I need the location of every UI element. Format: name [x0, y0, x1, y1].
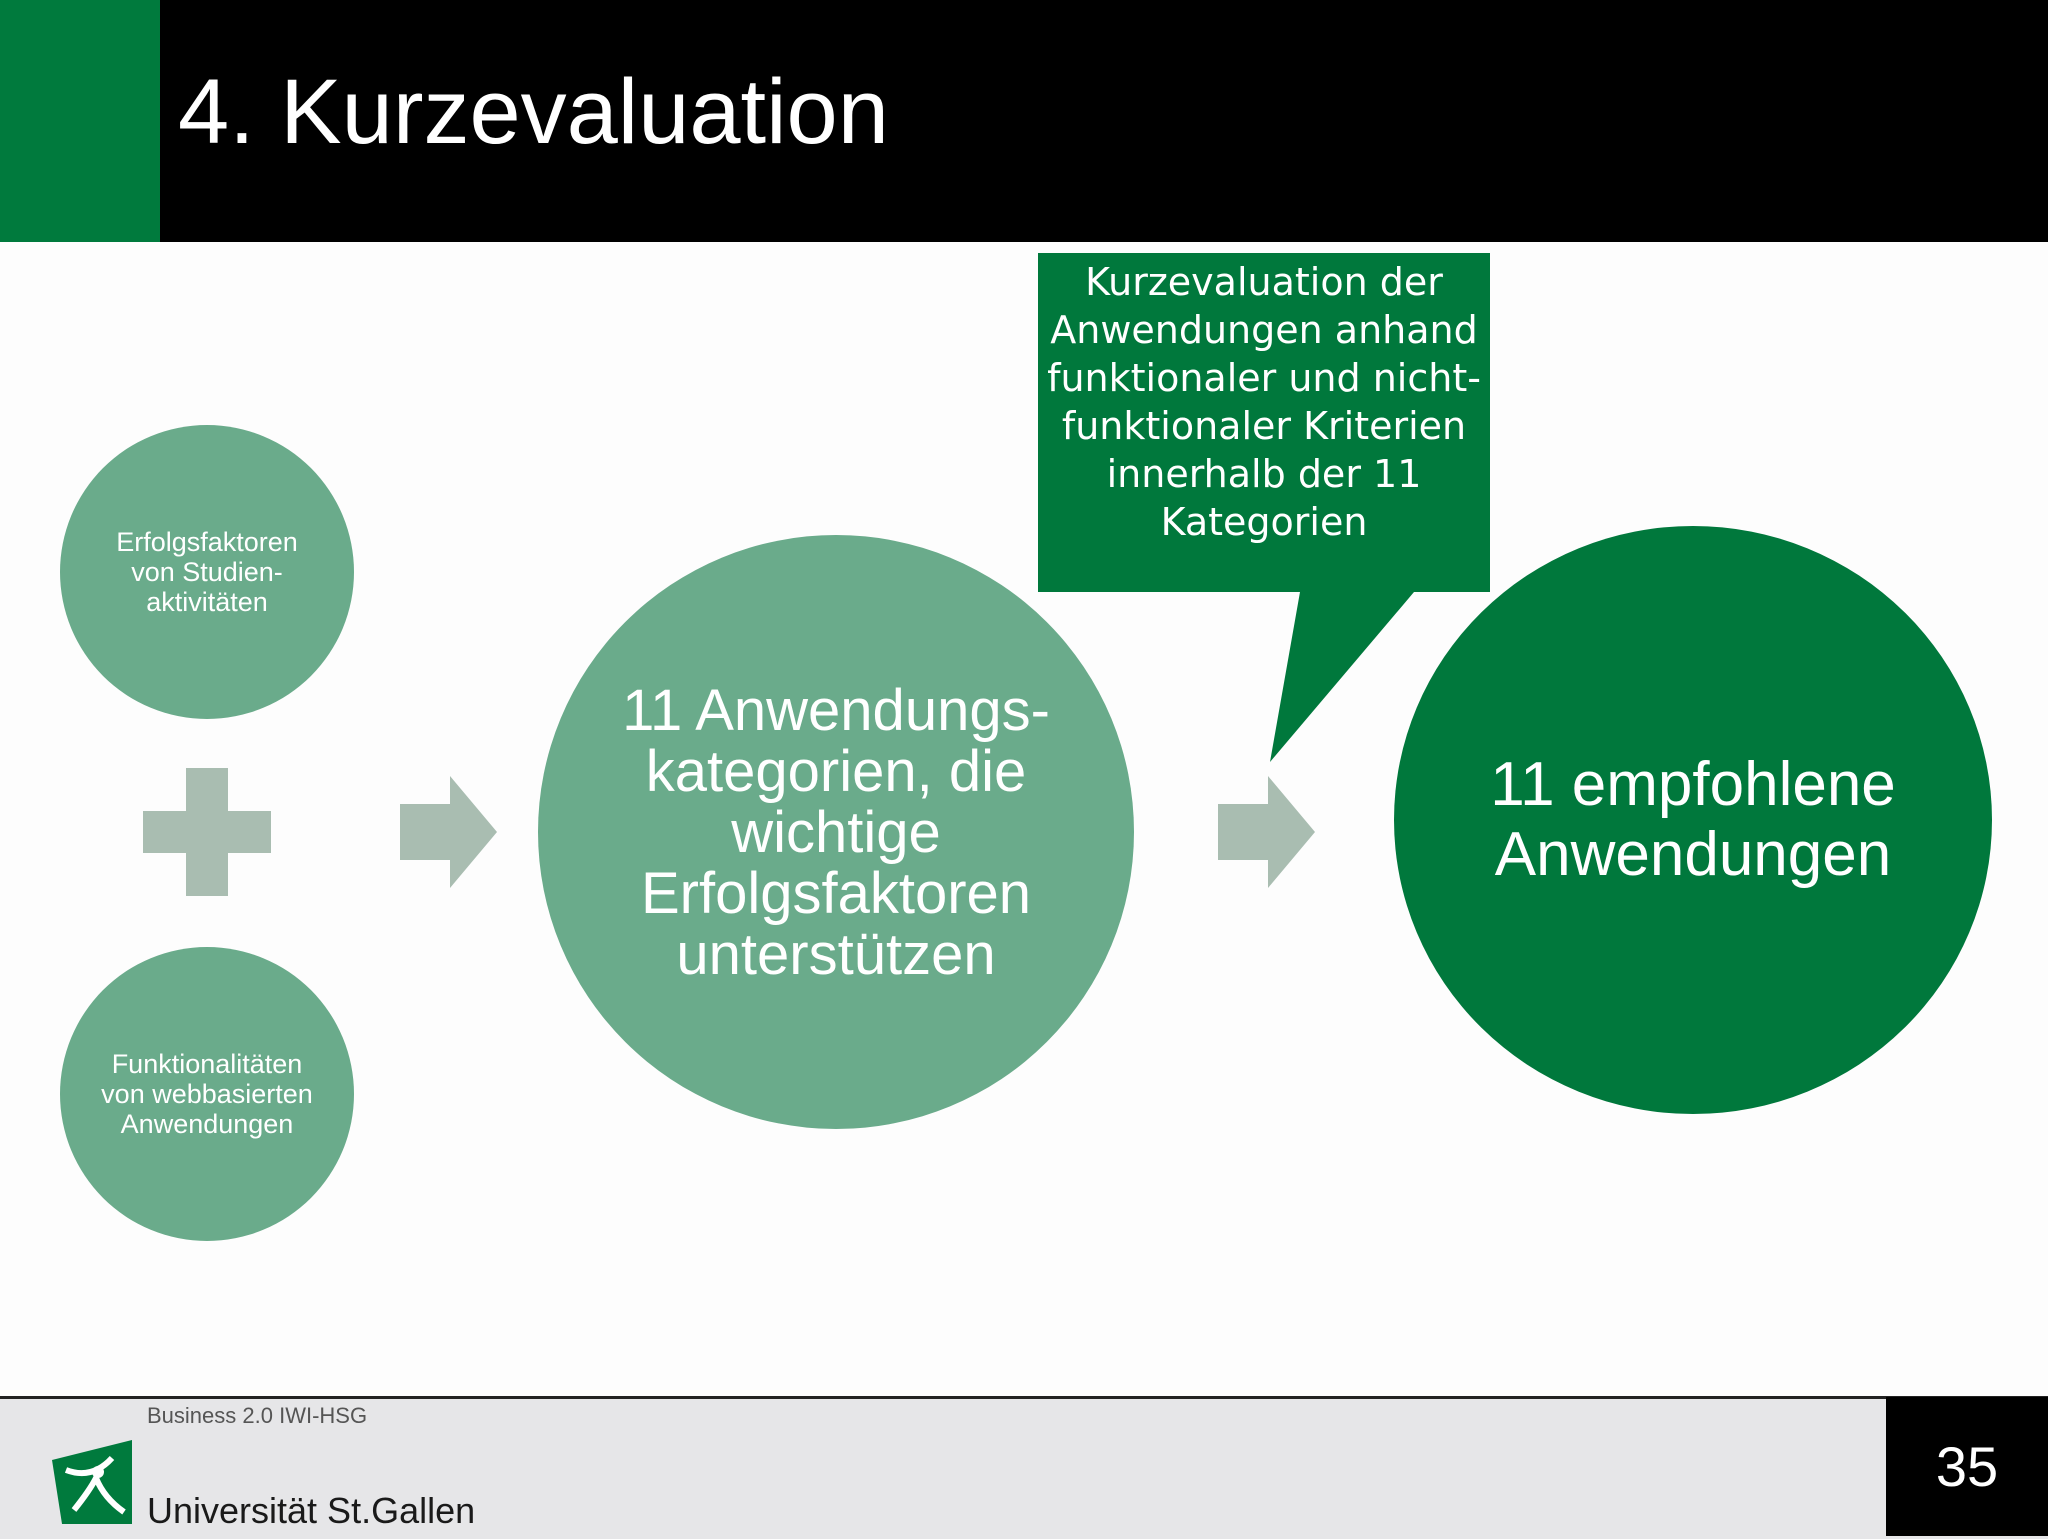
footer-university: Universität St.Gallen — [147, 1490, 476, 1531]
input-circle-success-factors — [60, 425, 354, 719]
input-circle-label: Erfolgsfaktoren von Studien-aktivitäten — [116, 527, 298, 617]
university-logo-icon — [52, 1440, 134, 1524]
input-circle-label: Funktionalitäten von webbasierten Anwendungen — [101, 1049, 313, 1139]
callout-text — [1038, 258, 1490, 588]
callout-label: Kurzevaluation der Anwendungen anhand funktionaler und nicht-funktionaler Kriterien innerhalb der 11 Kategorien — [1047, 260, 1481, 544]
page-number — [1886, 1397, 2048, 1536]
categories-label: 11 Anwendungs-kategorien, die wichtige Erfolgsfaktoren unterstützen — [622, 677, 1050, 987]
slide-title: 4. Kurzevaluation — [178, 61, 889, 163]
result-label: 11 empfohlene Anwendungen — [1490, 750, 1896, 889]
input-circle-functionalities — [60, 947, 354, 1241]
result-circle — [1394, 526, 1992, 1114]
categories-circle — [538, 535, 1134, 1129]
page-number-label: 35 — [1935, 1435, 1999, 1498]
arrow-right-icon — [400, 776, 500, 888]
arrow-right-icon — [1218, 776, 1318, 888]
footer-course: Business 2.0 IWI-HSG — [147, 1403, 368, 1428]
plus-icon-bar — [143, 811, 271, 853]
